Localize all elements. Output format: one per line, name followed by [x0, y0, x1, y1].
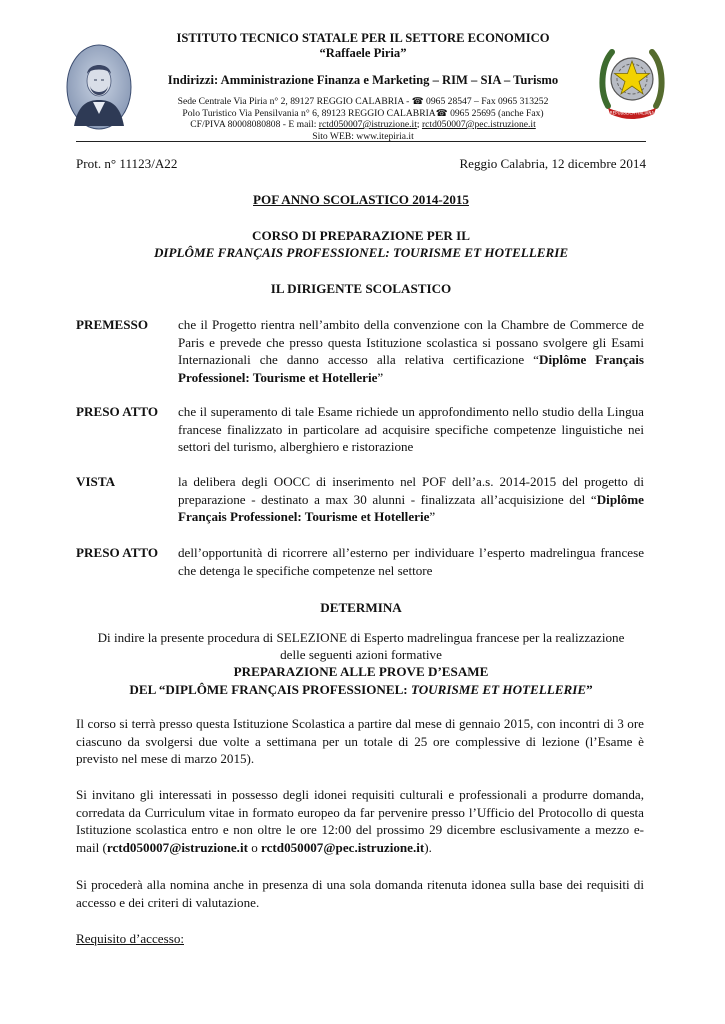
institute-programs: Indirizzi: Amministrazione Finanza e Marketing – RIM – SIA – Turismo — [167, 73, 559, 87]
tax-id-label: CF/PIVA 80008080808 - E mail: — [190, 119, 319, 130]
email-address[interactable]: rctd050007@istruzione.it — [106, 839, 248, 855]
invitation-paragraph: Si invitano gli interessati in possesso degli idonei requisiti culturali e professionali a produrre domanda, corredata da Curriculum vitae in formato europeo da far pervenire presso l’Ufficio del Protocollo di questa Istituzione scolastica entro e non oltre le ore 12:00 del prossimo 29 dicembre esclusivamente a mezzo e-mail (rctd050007@istruzione.it o rctd050007@pec.istruzione.it). — [76, 787, 644, 855]
institute-title: “Raffaele Piria” — [319, 46, 407, 60]
clause-label: PRESO ATTO — [76, 404, 159, 419]
clause-label: VISTA — [76, 474, 116, 489]
determina-heading: DETERMINA — [320, 600, 402, 615]
dirigente-heading: IL DIRIGENTE SCOLASTICO — [270, 281, 452, 296]
pec-email-address[interactable]: rctd050007@pec.istruzione.it — [261, 839, 425, 855]
diploma-name: Diplôme Français Professionel: Tourisme et Hotellerie — [178, 352, 644, 385]
prep-title: PREPARAZIONE ALLE PROVE D’ESAME — [233, 664, 489, 679]
clause-text: che il Progetto rientra nell’ambito della convenzione con la Chambre de Commerce de Paris e prevede che presso questa Istituzione scolastica si possano svolgere gli Esami Internazionali che danno accesso alla relativa certificazione “Diplôme Français Professionel: Tourisme et Hotellerie” — [178, 317, 644, 385]
italian-republic-emblem — [598, 44, 666, 122]
course-title: CORSO DI PREPARAZIONE PER IL — [251, 228, 470, 243]
clause-text: che il superamento di tale Esame richiede un approfondimento nello studio della Lingua francese finalizzato in particolare ad acquisire specifiche competenze linguistiche nei settori del turismo, alberghiero e ristorazione — [178, 404, 644, 454]
letterhead-divider — [76, 141, 646, 142]
clause-text: dell’opportunità di ricorrere all’esterno per individuare l’esperto madrelingua francese che detenga le specifiche competenze nel settore — [178, 545, 644, 578]
place-date: Reggio Calabria, 12 dicembre 2014 — [459, 156, 646, 171]
letterhead — [148, 31, 578, 142]
requirements-heading: Requisito d’accesso: — [76, 931, 184, 946]
indire-line: Di indire la presente procedura di SELEZIONE di Esperto madrelingua francese per la realizzazione — [97, 630, 625, 645]
email-separator: ; — [416, 119, 422, 130]
indire-line: delle seguenti azioni formative — [280, 647, 442, 662]
course-paragraph: Il corso si terrà presso questa Istituzione Scolastica a partire dal mese di gennaio 2015, con incontri di 3 ore ciascuno da svolgersi due volte a settimana per un totale di 25 ore complessive di lezione (l’Esame è previsto nel mese di marzo 2015). — [76, 716, 644, 766]
pec-email-link[interactable]: rctd050007@pec.istruzione.it — [421, 119, 536, 130]
protocol-number: Prot. n° 11123/A22 — [76, 156, 178, 171]
clause-label: PREMESSO — [76, 317, 149, 332]
website-line: Sito WEB: www.itepiria.it — [312, 130, 414, 142]
main-office-address: Sede Centrale Via Piria n° 2, 89127 REGGIO CALABRIA - ☎ 0965 28547 – Fax 0965 313252 — [177, 96, 549, 107]
tourism-office-address: Polo Turistico Via Pensilvania n° 6, 89123 REGGIO CALABRIA☎ 0965 25695 (anche Fax) — [182, 107, 544, 119]
course-diploma-title: DIPLÔME FRANÇAIS PROFESSIONEL: TOURISME ET HOTELLERIE — [153, 245, 569, 260]
appointment-paragraph: Si procederà alla nomina anche in presenza di una sola domanda ritenuta idonea sulla base dei requisiti di accesso e dei criteri di valutazione. — [76, 877, 644, 910]
institute-name: ISTITUTO TECNICO STATALE PER IL SETTORE ECONOMICO — [176, 31, 550, 45]
emblem-motto: REPUBBLICA ITALIANA — [609, 110, 655, 116]
pof-title: POF ANNO SCOLASTICO 2014-2015 — [253, 192, 469, 207]
email-link[interactable]: rctd050007@istruzione.it — [318, 119, 417, 130]
contact-line — [148, 119, 578, 131]
founder-portrait-image — [66, 44, 132, 130]
clause-label: PRESO ATTO — [76, 545, 159, 560]
prep-diploma-title: DEL “DIPLÔME FRANÇAIS PROFESSIONEL: TOURISME ET HOTELLERIE” — [129, 682, 593, 697]
clause-text: la delibera degli OOCC di inserimento nel POF dell’a.s. 2014-2015 del progetto di preparazione - destinato a max 30 alunni - finalizzata all’acquisizione del “Diplôme Français Professionel: Tourisme et Hotellerie” — [178, 474, 644, 524]
diploma-name: Diplôme Français Professionel: Tourisme et Hotellerie — [178, 491, 644, 524]
